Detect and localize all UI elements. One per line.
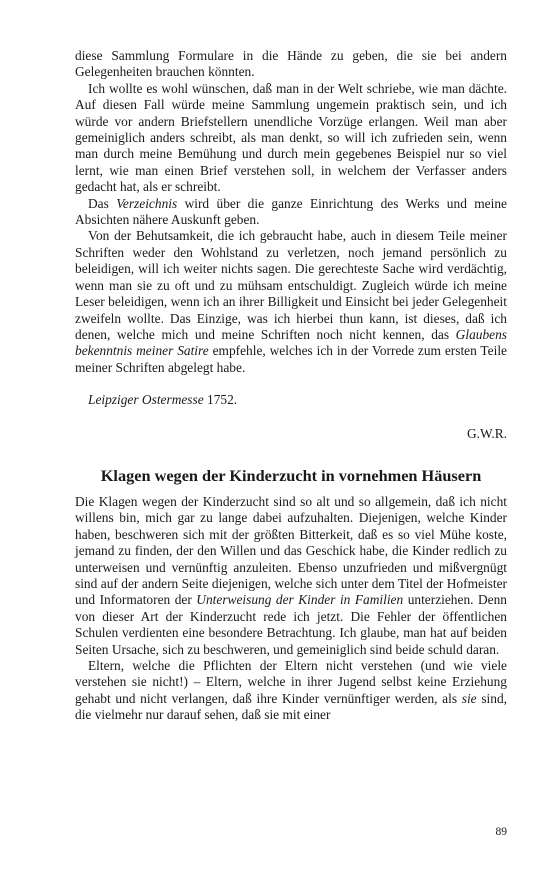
paragraph (75, 658, 507, 724)
author-signature: G.W.R. (466, 425, 507, 441)
section-heading: Klagen wegen der Kinderzucht in vornehmen Häusern (100, 465, 482, 485)
place-name: Leipziger Ostermesse (88, 392, 204, 408)
text-run: wird über die ganze Einrichtung des Werks und meine Absichten nähere Auskunft geben. (75, 195, 507, 228)
paragraph (75, 228, 507, 376)
paragraph: diese Sammlung Formulare in die Hände zu geben, die sie bei andern Gelegenheiten brauchen könnten. (75, 48, 507, 80)
italic-emphasis: sie (461, 690, 477, 706)
page-number: 89 (495, 826, 507, 838)
italic-title: Unterweisung der Kinder in Familien (196, 592, 404, 608)
paragraph (75, 494, 507, 658)
italic-title: Glaubens bekenntnis meiner Satire (75, 326, 507, 359)
text-run: unterziehen. Denn von dieser Art der Kinderzucht rede ich jetzt. Die Fehler der öffentlichen Schulen verdienten eine besondere Betrachtung. Ich glaube, man hat auf beiden Seiten Ursache, sich zu beschweren, und gemeiniglich sind beide schuld daran. (75, 592, 507, 657)
text-run: Von der Behutsamkeit, die ich gebraucht habe, auch in diesem Teile meiner Schriften weder den Wohlstand zu verletzen, noch jemand persönlich zu beleidigen, will ich weiter nichts sagen. Die gerechteste Sache wird verdächtig, wenn man sie zu oft und zu mühsam entschuldigt. Zugleich würde ich meine Leser beleidigen, wenn ich an ihrer Billigkeit und Einsicht bei jeder Gelegenheit zweifeln wollte. Das Einzige, was ich hierbei thun kann, ist dieses, daß ich denen, welche mich und meine Schriften noch nicht kennen, das (75, 228, 507, 342)
text-run: Die Klagen wegen der Kinderzucht sind so alt und so allgemein, daß ich nicht willens bin, mich gar zu lange dabei aufzuhalten. Diejenigen, welche Kinder haben, beschweren sich mit der größten Bitterkeit, daß es so viel Mühe koste, jemand zu finden, der den Willen und das Geschick habe, die Kinder redlich zu unterweisen und vernünftig anzuleiten. Ebenso unzufrieden und mißvergnügt sind auf der andern Seite diejenigen, welche sich unter dem Titel der Hofmeister und Informatoren der (75, 493, 507, 608)
text-run: Eltern, welche die Pflichten der Eltern nicht verstehen (und wie viele verstehen sie nicht!) – Eltern, welche in ihrer Jugend selbst keine Erziehung gehabt und nicht verlangen, daß ihre Kinder vernünftiger werden, als (75, 658, 507, 706)
paragraph (75, 196, 507, 229)
text-run: empfehle, welches ich in der Vorrede zum ersten Teile meiner Schriften abgelegt habe. (75, 343, 508, 375)
place-date-line (75, 392, 507, 408)
italic-title: Verzeichnis (116, 195, 178, 211)
paragraph: Ich wollte es wohl wünschen, daß man in der Welt schriebe, wie man dächte. Auf diesen Fall würde meine Sammlung ungemein praktisch sein, und ich würde vor andern Briefstellern unendliche Vorzüge erlangen. Weil man aber gemeiniglich anders schreibt, als man denkt, so will ich zufrieden sein, wenn man durch meine Bemühung und durch mein gegebenes Beispiel nur so viel lernt, wie man einen Brief verstehen soll, in welchem der Verfasser anders gedacht hat, als er schreibt. (75, 80, 507, 195)
year: 1752. (203, 392, 238, 408)
text-run: Das (88, 195, 117, 211)
text-run: sind, die vielmehr nur darauf sehen, daß sie mit einer (75, 690, 507, 723)
page-body (75, 48, 507, 724)
